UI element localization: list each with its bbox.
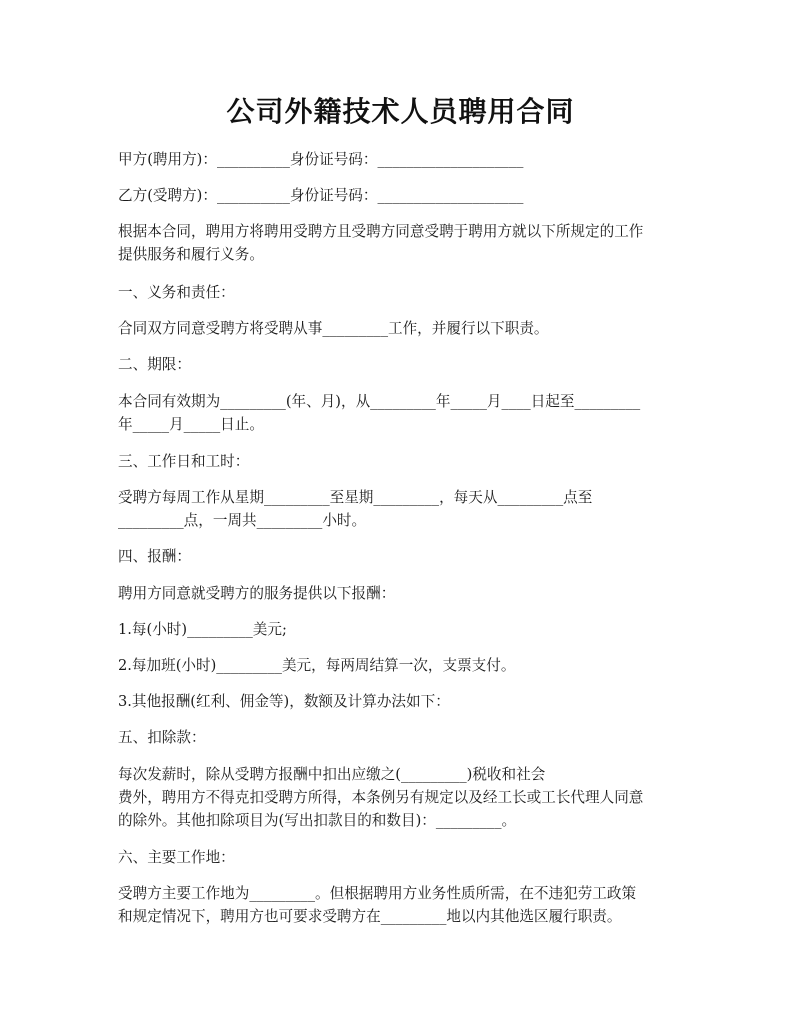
text-line: 1.每(小时)_________美元; — [118, 621, 287, 638]
text-line: 合同双方同意受聘方将受聘从事_________工作，并履行以下职责。 — [118, 320, 549, 337]
text-line: 乙方(受聘方)：__________身份证号码：____________________ — [118, 187, 524, 204]
text-line: 聘用方同意就受聘方的服务提供以下报酬： — [118, 585, 396, 602]
text-line: 受聘方主要工作地为_________。但根据聘用方业务性质所需，在不违犯劳工政策 — [118, 885, 637, 902]
text-line: 甲方(聘用方)：__________身份证号码：____________________ — [118, 151, 524, 168]
text-line: 2.每加班(小时)_________美元，每两周结算一次，支票支付。 — [118, 657, 516, 674]
deductions-paragraph — [118, 763, 683, 832]
section-heading-pay — [118, 545, 683, 568]
text-line: 四、报酬： — [118, 548, 191, 565]
text-line: 费外，聘用方不得克扣受聘方所得，本条例另有规定以及经工长或工长代理人同意 — [118, 789, 644, 806]
text-line: _________点，一周共_________小时。 — [118, 512, 367, 529]
pay-item-1 — [118, 618, 683, 641]
pay-item-2 — [118, 654, 683, 677]
duties-paragraph — [118, 317, 683, 340]
party-b-line — [118, 184, 683, 207]
text-line: 的除外。其他扣除项目为(写出扣款目的和数目)：_________。 — [118, 812, 517, 829]
text-line: 根据本合同，聘用方将聘用受聘方且受聘方同意受聘于聘用方就以下所规定的工作 — [118, 223, 644, 240]
hours-paragraph — [118, 486, 683, 532]
document-title: 公司外籍技术人员聘用合同 — [226, 95, 575, 128]
text-line: 六、主要工作地： — [118, 849, 235, 866]
workplace-paragraph — [118, 882, 683, 928]
preamble-paragraph — [118, 220, 683, 266]
text-line: 和规定情况下，聘用方也可要求受聘方在_________地以内其他选区履行职责。 — [118, 908, 622, 925]
section-heading-workplace — [118, 846, 683, 869]
text-line: 每次发薪时，除从受聘方报酬中扣出应缴之(_________)税收和社会 — [118, 766, 546, 783]
section-heading-term — [118, 353, 683, 376]
text-line: 3.其他报酬(红利、佣金等)，数额及计算办法如下： — [118, 693, 450, 710]
pay-intro-paragraph — [118, 582, 683, 605]
text-line: 五、扣除款： — [118, 729, 206, 746]
section-heading-hours — [118, 450, 683, 473]
section-heading-deductions — [118, 726, 683, 749]
pay-item-3 — [118, 690, 683, 713]
text-line: 本合同有效期为_________(年、月)，从_________年_____月____日起至_________ — [118, 393, 641, 410]
text-line: 年_____月_____日止。 — [118, 416, 264, 433]
text-line: 三、工作日和工时： — [118, 453, 250, 470]
party-a-line — [118, 148, 683, 171]
text-line: 一、义务和责任： — [118, 284, 235, 301]
text-line: 受聘方每周工作从星期_________至星期_________，每天从_________点至 — [118, 489, 593, 506]
text-line: 提供服务和履行义务。 — [118, 246, 264, 263]
section-heading-duties — [118, 281, 683, 304]
text-line: 二、期限： — [118, 356, 191, 373]
term-paragraph — [118, 390, 683, 436]
